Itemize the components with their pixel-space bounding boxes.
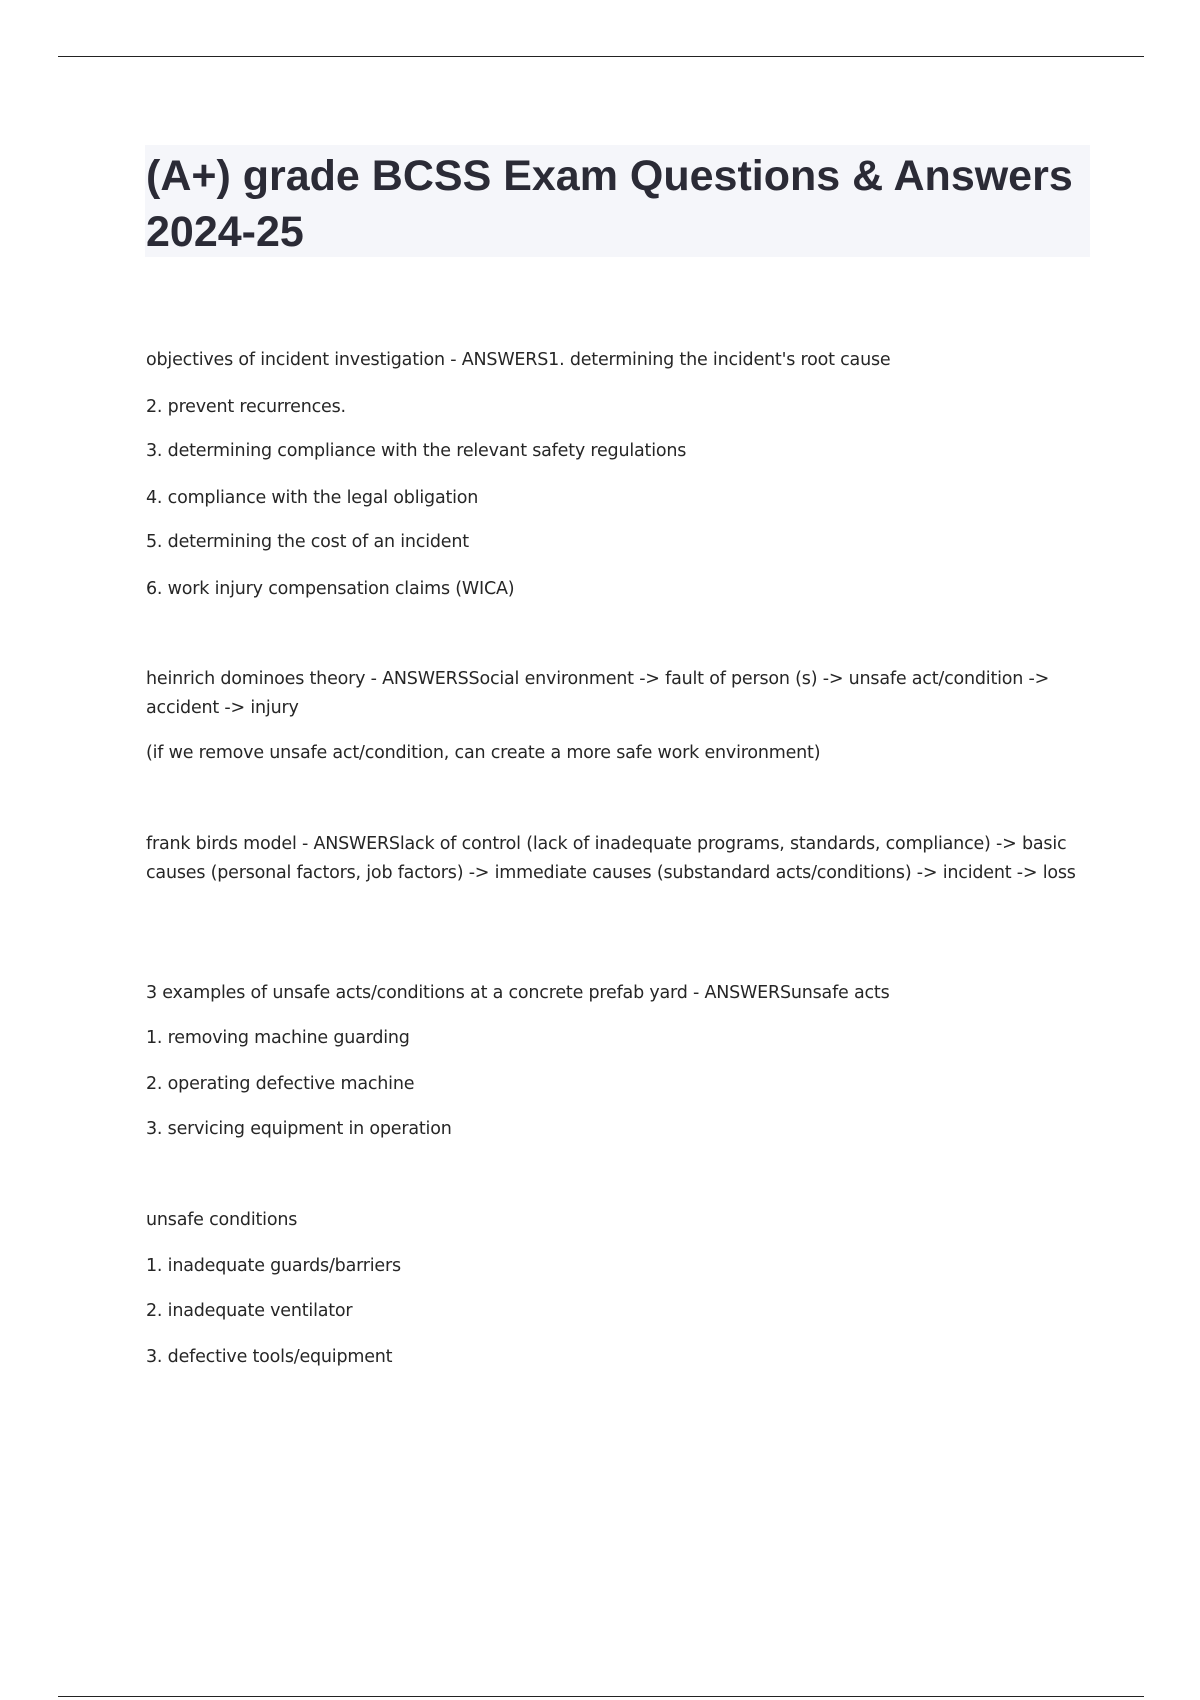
answer-item: 2. operating defective machine [146,1074,415,1094]
answer-item: 6. work injury compensation claims (WICA) [146,579,515,599]
answer-item: 5. determining the cost of an incident [146,532,469,552]
answer-item: 2. prevent recurrences. [146,397,346,417]
answer-item: 3. defective tools/equipment [146,1347,393,1367]
answer-item: 1. inadequate guards/barriers [146,1256,401,1276]
answer-item: 1. removing machine guarding [146,1028,410,1048]
section-heading-unsafe-conditions: unsafe conditions [146,1210,298,1230]
question-incident-investigation: objectives of incident investigation - ANSWERS1. determining the incident's root cause [146,350,891,370]
question-unsafe-acts-conditions: 3 examples of unsafe acts/conditions at a concrete prefab yard - ANSWERSunsafe acts [146,983,890,1003]
answer-item: 3. determining compliance with the relevant safety regulations [146,441,687,461]
answer-item: 2. inadequate ventilator [146,1301,353,1321]
question-heinrich-dominoes: heinrich dominoes theory - ANSWERSSocial environment -> fault of person (s) -> unsafe act/condition -> accident -> injury [146,669,1050,718]
question-frank-birds-model: frank birds model - ANSWERSlack of control (lack of inadequate programs, standards, compliance) -> basic causes (personal factors, job factors) -> immediate causes (substandard acts/conditions) -> incident -> loss [146,834,1076,883]
top-divider [58,56,1144,57]
answer-item: 3. servicing equipment in operation [146,1119,452,1139]
answer-note: (if we remove unsafe act/condition, can create a more safe work environment) [146,743,821,763]
document-title: (A+) grade BCSS Exam Questions & Answers 2024-25 [146,152,1073,256]
bottom-divider [58,1696,1144,1697]
answer-item: 4. compliance with the legal obligation [146,488,479,508]
